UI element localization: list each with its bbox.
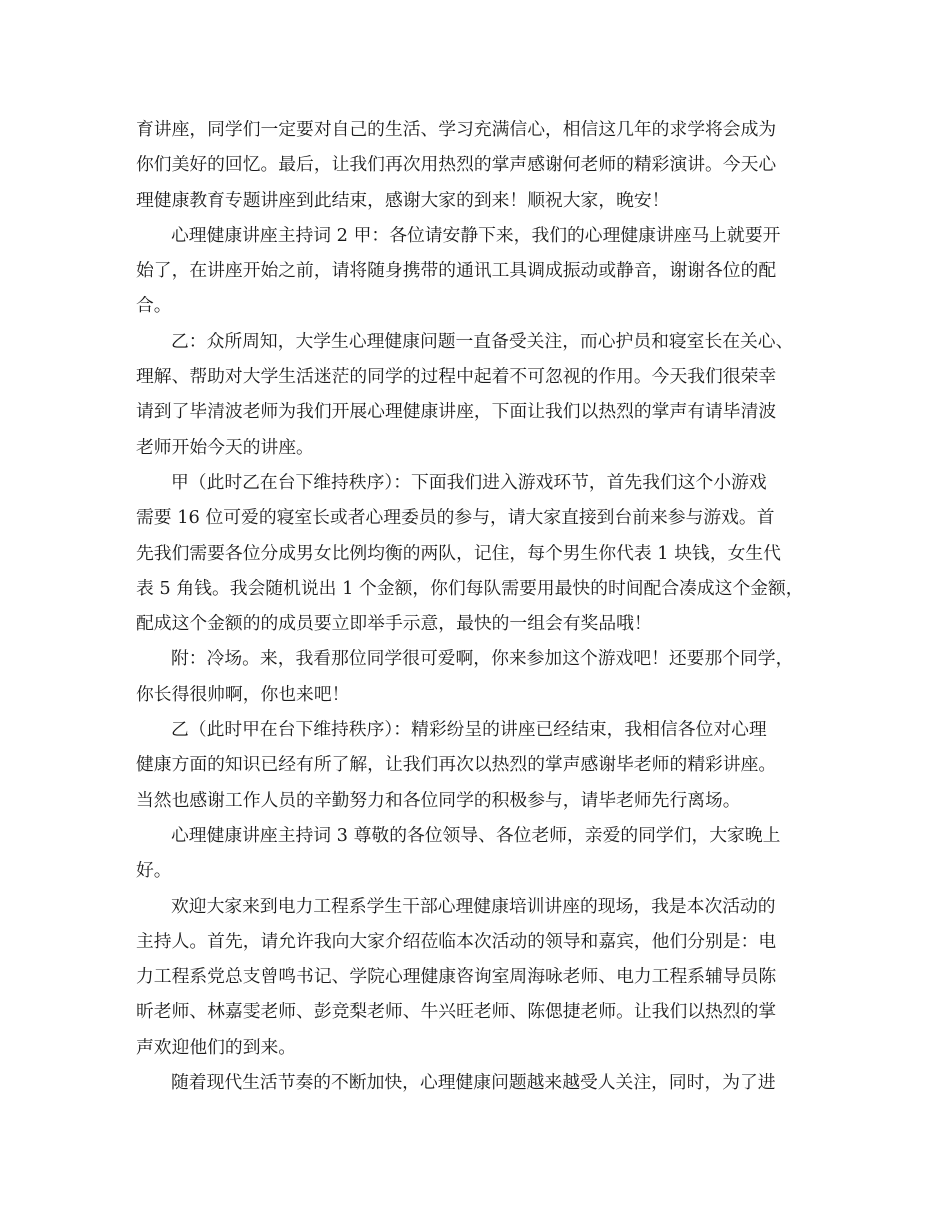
text-line: 先我们需要各位分成男女比例均衡的两队，记住，每个男生你代表 1 块钱，女生代 [136, 542, 781, 564]
text-line: 好。 [136, 860, 172, 882]
text-line: 理健康教育专题讲座到此结束，感谢大家的到来！顺祝大家，晚安！ [136, 189, 670, 211]
text-line: 健康方面的知识已经有所了解，让我们再次以热烈的掌声感谢毕老师的精彩讲座。 [136, 754, 777, 776]
text-line: 老师开始今天的讲座。 [136, 436, 314, 458]
text-line: 你长得很帅啊，你也来吧！ [136, 683, 350, 705]
text-line: 表 5 角钱。我会随机说出 1 个金额，你们每队需要用最快的时间配合凑成这个金额， [136, 577, 804, 599]
document-body [136, 112, 824, 1100]
text-line: 育讲座，同学们一定要对自己的生活、学习充满信心，相信这几年的求学将会成为 [136, 119, 777, 140]
text-line: 你们美好的回忆。最后，让我们再次用热烈的掌声感谢何老师的精彩演讲。今天心 [136, 154, 777, 176]
text-line: 随着现代生活节奏的不断加快，心理健康问题越来越受人关注，同时，为了进 [171, 1072, 776, 1094]
text-line: 乙（此时甲在台下维持秩序）：精彩纷呈的讲座已经结束，我相信各位对心理 [171, 719, 767, 741]
text-line: 欢迎大家来到电力工程系学生干部心理健康培训讲座的现场，我是本次活动的 [171, 895, 776, 917]
text-line: 合。 [136, 295, 172, 317]
text-line: 甲（此时乙在台下维持秩序）：下面我们进入游戏环节，首先我们这个小游戏 [171, 471, 767, 493]
text-line: 力工程系党总支曾鸣书记、学院心理健康咨询室周海咏老师、电力工程系辅导员陈 [136, 966, 777, 988]
text-line: 声欢迎他们的到来。 [136, 1036, 297, 1058]
text-line: 请到了毕清波老师为我们开展心理健康讲座，下面让我们以热烈的掌声有请毕清波 [136, 401, 777, 423]
text-line: 昕老师、林嘉雯老师、彭竞梨老师、牛兴旺老师、陈偲捷老师。让我们以热烈的掌 [136, 1001, 777, 1023]
text-line: 配成这个金额的的成员要立即举手示意，最快的一组会有奖品哦！ [136, 613, 652, 635]
text-line: 主持人。首先，请允许我向大家介绍莅临本次活动的领导和嘉宾，他们分别是：电 [136, 930, 777, 952]
text-line: 理解、帮助对大学生活迷茫的同学的过程中起着不可忽视的作用。今天我们很荣幸 [136, 366, 777, 388]
text-line: 乙：众所周知，大学生心理健康问题一直备受关注，而心护员和寝室长在关心、 [171, 330, 794, 352]
text-line: 需要 16 位可爱的寝室长或者心理委员的参与，请大家直接到台前来参与游戏。首 [136, 507, 775, 529]
text-line: 附：冷场。来，我看那位同学很可爱啊，你来参加这个游戏吧！还要那个同学， [171, 648, 794, 670]
text-line: 心理健康讲座主持词 2 甲：各位请安静下来，我们的心理健康讲座马上就要开 [171, 224, 781, 246]
text-line: 当然也感谢工作人员的辛勤努力和各位同学的积极参与，请毕老师先行离场。 [136, 789, 741, 811]
text-line: 始了，在讲座开始之前，请将随身携带的通讯工具调成振动或静音，谢谢各位的配 [136, 260, 777, 282]
text-line: 心理健康讲座主持词 3 尊敬的各位领导、各位老师，亲爱的同学们，大家晚上 [171, 824, 781, 846]
